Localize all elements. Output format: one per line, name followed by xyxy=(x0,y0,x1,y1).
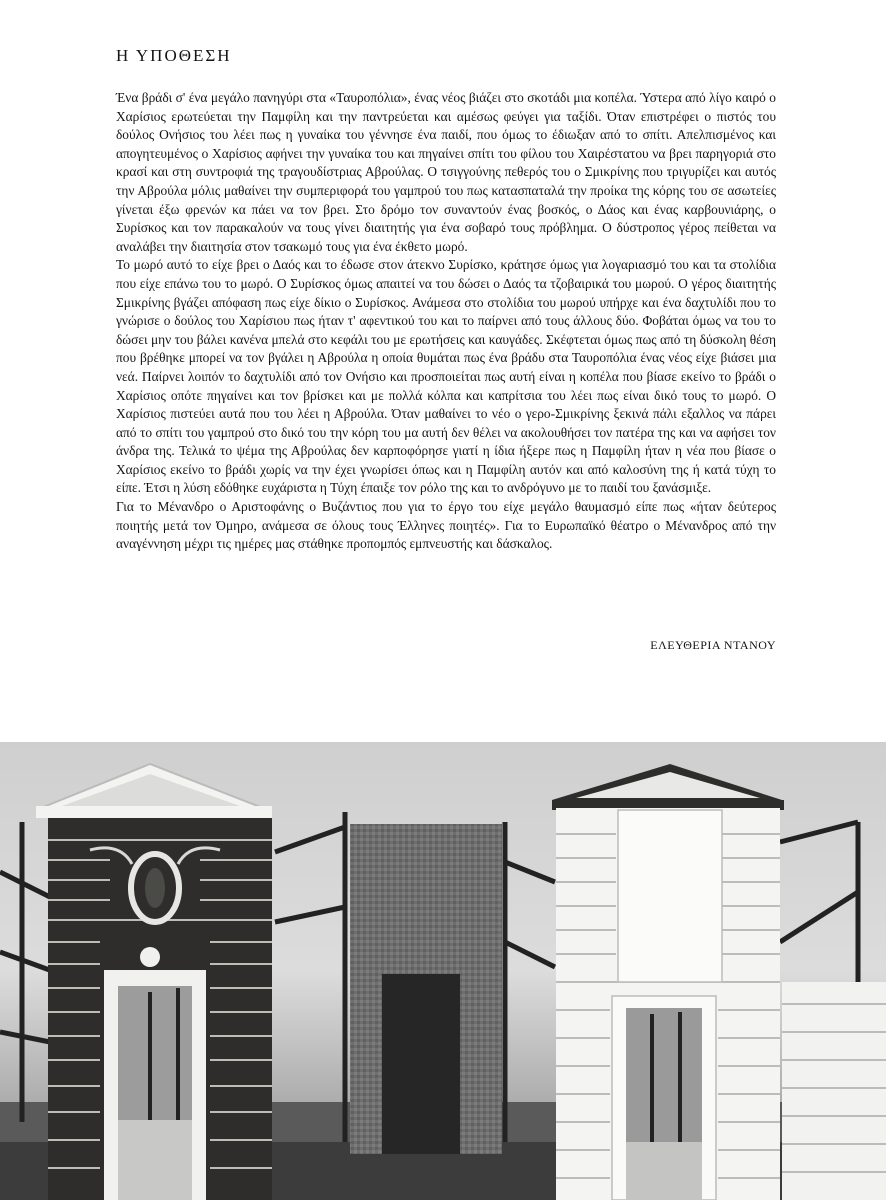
dark-building xyxy=(36,764,272,1200)
synopsis-text xyxy=(116,89,776,554)
page-title: Η ΥΠΟΘΕΣΗ xyxy=(116,46,232,65)
white-building xyxy=(552,764,784,1200)
paragraph-2: Το μωρό αυτό το είχε βρει ο Δαός και το έδωσε στον άτεκνο Συρίσκο, κράτησε όμως για λογαριασμό του και τα στολίδια που είχε επάνω του το μωρό. Ο Συρίσκος όμως απαιτεί να του δώσει ο Δαός τα τζοβαιρικά του μωρού. Ο γέρος διαιτητής Σμικρίνης βγάζει απόφαση πως είχε δίκιο ο Συρίσκος. Ανάμεσα στο στολίδια του μωρού υπήρχε και ένα δαχτυλίδι που το γνώρισε ο δούλος του Χαρίσιου πως ήταν τ' αφεντικού του και το παίρνει από τους άλλους δύο. Φοβάται όμως να του το δώσει μην του βάλει κανένα μπελά στο κεφάλι του με ερωτήσεις και καυγάδες. Σκέφτεται όμως πως από τη δύσκολη θέση που βρέθηκε μπορεί να τον βγάλει η Αβρούλα η οποία θυμάται πως ένα βράδυ στα Ταυροπόλια ένας νέος είχε βιάσει μια νεά. Παίρνει λοιπόν το δαχτυλίδι από τον Ονήσιο και προσποιείται πως αυτή είναι η κοπέλα που βίασε εκείνο το βράδι ο Χαρίσιος οπότε πηγαίνει και τον βρίσκει και με πολλά κόλπα και καπρίτσια του λέει πως είναι δικό τους το μωρό. Ο Χαρίσιος πιστεύει αυτά που του λέει η Αβρούλα. Όταν μαθαίνει το νέο ο γερο-Σμικρίνης ξεκινά πάλι εξαλλος να πάρει από το σπίτι του γαμπρού στο δικό του την κόρη του μα αυτή δεν θέλει να ακολουθήσει τον πατέρα της και να αφήσει τον άνδρα της. Τελικά το ψέμα της Αβρούλας δεν καρποφόρησε γιατί η ίδια ήξερε πως η Παμφίλη ήταν η νέα που βίασε ο Χαρίσιος εκείνο το βράδι χωρίς να την έχει γνωρίσει όπως και η Παμφίλη αυτόν και από καλοσύνη της ή κατά τύχη το είπε. Έτσι η λύση εδόθηκε ευχάριστα η Τύχη έπαιξε τον ρόλο της και το ανδρόγυνο με το παιδί του ξανάσμιξε. xyxy=(116,257,776,496)
stage-model-photo xyxy=(0,742,886,1200)
author-signature: ΕΛΕΥΘΕΡΙΑ ΝΤΑΝΟΥ xyxy=(650,638,776,652)
upper-panel xyxy=(618,810,722,982)
paragraph-1: Ένα βράδι σ' ένα μεγάλο πανηγύρι στα «Ταυροπόλια», ένας νέος βιάζει στο σκοτάδι μια κοπέλα. Ύστερα από λίγο καιρό ο Χαρίσιος ερωτεύεται την Παμφίλη και την παντρεύεται και αμέσως φεύγει για ταξίδι. Όταν επιστρέφει ο πιστός του δούλος Ονήσιος του λέει πως η γυναίκα του γέννησε ένα παιδί, που όμως το έδιωξαν από το σπίτι. Απελπισμένος και απογητευμένος ο Χαρίσιος αφήνει την γυναίκα του και πηγαίνει σπίτι του φίλου του Χαιρέστατου να βρει παρηγοριά στο κρασί και στη συντροφιά της τραγουδίστριας Αβρούλας. Ο τσιγγούνης πεθερός του ο Σμικρίνης που τριγυρίζει και αυτός την Αβρούλα μόλις μαθαίνει την συμπεριφορά του γαμπρού του πως κατασπαταλά την προίκα της κόρης του σε ασωτείες γίνεται έξω φρενών κα πάει να τον βρει. Στο δρόμο τον συναντούν ένας βοσκός, ο Δάος και ένας καρβουνιάρης, ο Συρίσκος και τον παρακαλούν να τους γίνει διαιτητής για ένα σοβαρό τους πρόβλημα. Ο δύστροπος γέρος πείθεται να αναλάβει την διαιτησία στον τσακωμό τους για ένα έκθετο μωρό. xyxy=(116,90,776,254)
paragraph-3: Για το Μένανδρο ο Αριστοφάνης ο Βυζάντιος που για το έργο του είχε μεγάλο θαυμασμό είπε πως «ήταν δεύτερος ποιητής μετά τον Όμηρο, ανάμεσα σε όλους τους Έλληνες ποιητές». Για το Ευρωπαϊκό θέατρο ο Μένανδρος από την αναγέννηση μέχρι τις ημέρες μας στάθηκε προπομπός εμπνευστής και δάσκαλος. xyxy=(116,499,776,552)
low-white-wall xyxy=(782,982,886,1200)
back-doorway xyxy=(382,974,460,1154)
